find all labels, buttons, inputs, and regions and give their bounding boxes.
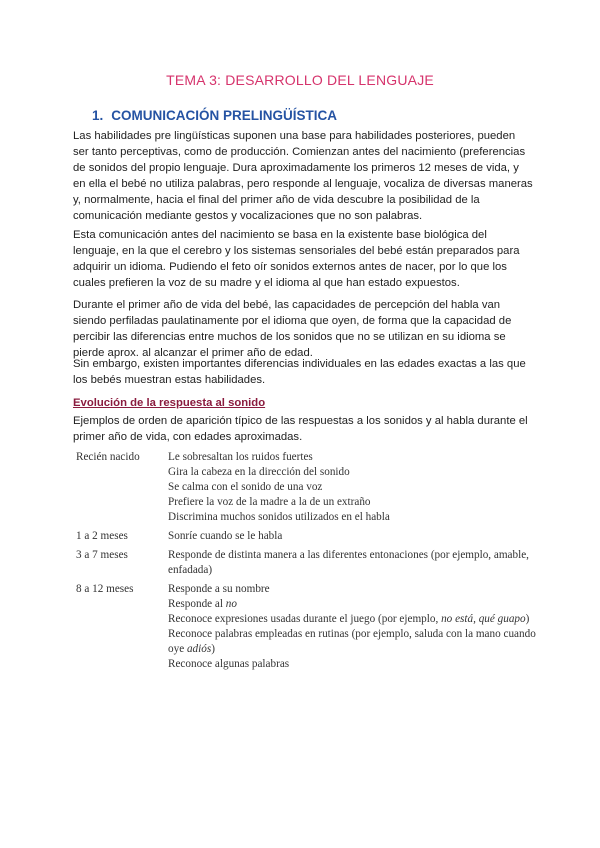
paragraph: Esta comunicación antes del nacimiento se basa en la existente base biológica del lenguaje, en la que el cerebro y los sistemas sensoriales del bebé están preparados para adquirir un idioma. Pudiendo el feto oír sonidos externos antes de nacer, por lo que los cuales prefieren la voz de su madre y el idioma al que han estado expuestos. <box>73 229 520 289</box>
paragraph: Sin embargo, existen importantes diferencias individuales en las edades exactas a las que los bebés muestran estas habilidades. <box>73 358 526 386</box>
age-label: 3 a 7 meses <box>76 549 128 561</box>
response-item: Responde al no <box>168 598 237 610</box>
response-item: Reconoce expresiones usadas durante el juego (por ejemplo, no está, qué guapo) <box>168 613 530 625</box>
section-heading-text: COMUNICACIÓN PRELINGÜÍSTICA <box>111 108 338 123</box>
italic-phrase: no está, <box>441 613 476 625</box>
subsection-heading: Evolución de la respuesta al sonido <box>73 397 266 409</box>
table-row <box>76 582 536 672</box>
age-response-table <box>76 450 536 672</box>
response-item: Discrimina muchos sonidos utilizados en el habla <box>168 511 390 523</box>
italic-word: no <box>225 598 237 610</box>
response-item: Reconoce algunas palabras <box>168 658 290 670</box>
response-item: Prefiere la voz de la madre a la de un extraño <box>168 496 371 508</box>
document-title: TEMA 3: DESARROLLO DEL LENGUAJE <box>166 72 434 88</box>
table-row <box>76 529 536 544</box>
paragraph: Las habilidades pre lingüísticas suponen una base para habilidades posteriores, pueden ser tanto perceptivas, como de producción. Comienzan antes del nacimiento (preferencias de sonidos del propio lenguaje. Dura aproximadamente los primeros 12 meses de vida, y en ella el bebé no utiliza palabras, pero responde al lenguaje, vocaliza de diversas maneras y, normalmente, hacia el final del primer año de vida descubre la posibilidad de la comunicación mediante gestos y vocalizaciones que no son palabras. <box>73 130 533 222</box>
italic-phrase: qué guapo <box>478 613 526 625</box>
response-item: Se calma con el sonido de una voz <box>168 481 323 493</box>
response-item: Responde de distinta manera a las diferentes entonaciones (por ejemplo, amable, enfadada) <box>168 549 529 576</box>
paragraph: Durante el primer año de vida del bebé, las capacidades de percepción del habla van siendo perfiladas paulatinamente por el idioma que oyen, de forma que la capacidad de percibir las diferencias entre muchos de los sonidos que no se utilizan en su idioma se pierde aprox. al alcanzar el primer año de edad. <box>73 299 512 359</box>
response-item: Responde a su nombre <box>168 583 270 595</box>
table-row <box>76 548 536 578</box>
response-item: Sonríe cuando se le habla <box>168 530 283 542</box>
age-label: 1 a 2 meses <box>76 530 128 542</box>
section-number: 1. <box>92 108 104 123</box>
section-heading <box>92 108 337 123</box>
italic-word: adiós <box>186 643 212 655</box>
table-row <box>76 450 536 525</box>
age-label: 8 a 12 meses <box>76 583 134 595</box>
response-item: Gira la cabeza en la dirección del sonido <box>168 466 350 478</box>
age-label: Recién nacido <box>76 451 140 463</box>
subsection-intro: Ejemplos de orden de aparición típico de las respuestas a los sonidos y al habla durante el primer año de vida, con edades aproximadas. <box>73 415 528 443</box>
response-item: Le sobresaltan los ruidos fuertes <box>168 451 313 463</box>
response-item: Reconoce palabras empleadas en rutinas (por ejemplo, saluda con la mano cuando oye adiós) <box>168 628 536 655</box>
